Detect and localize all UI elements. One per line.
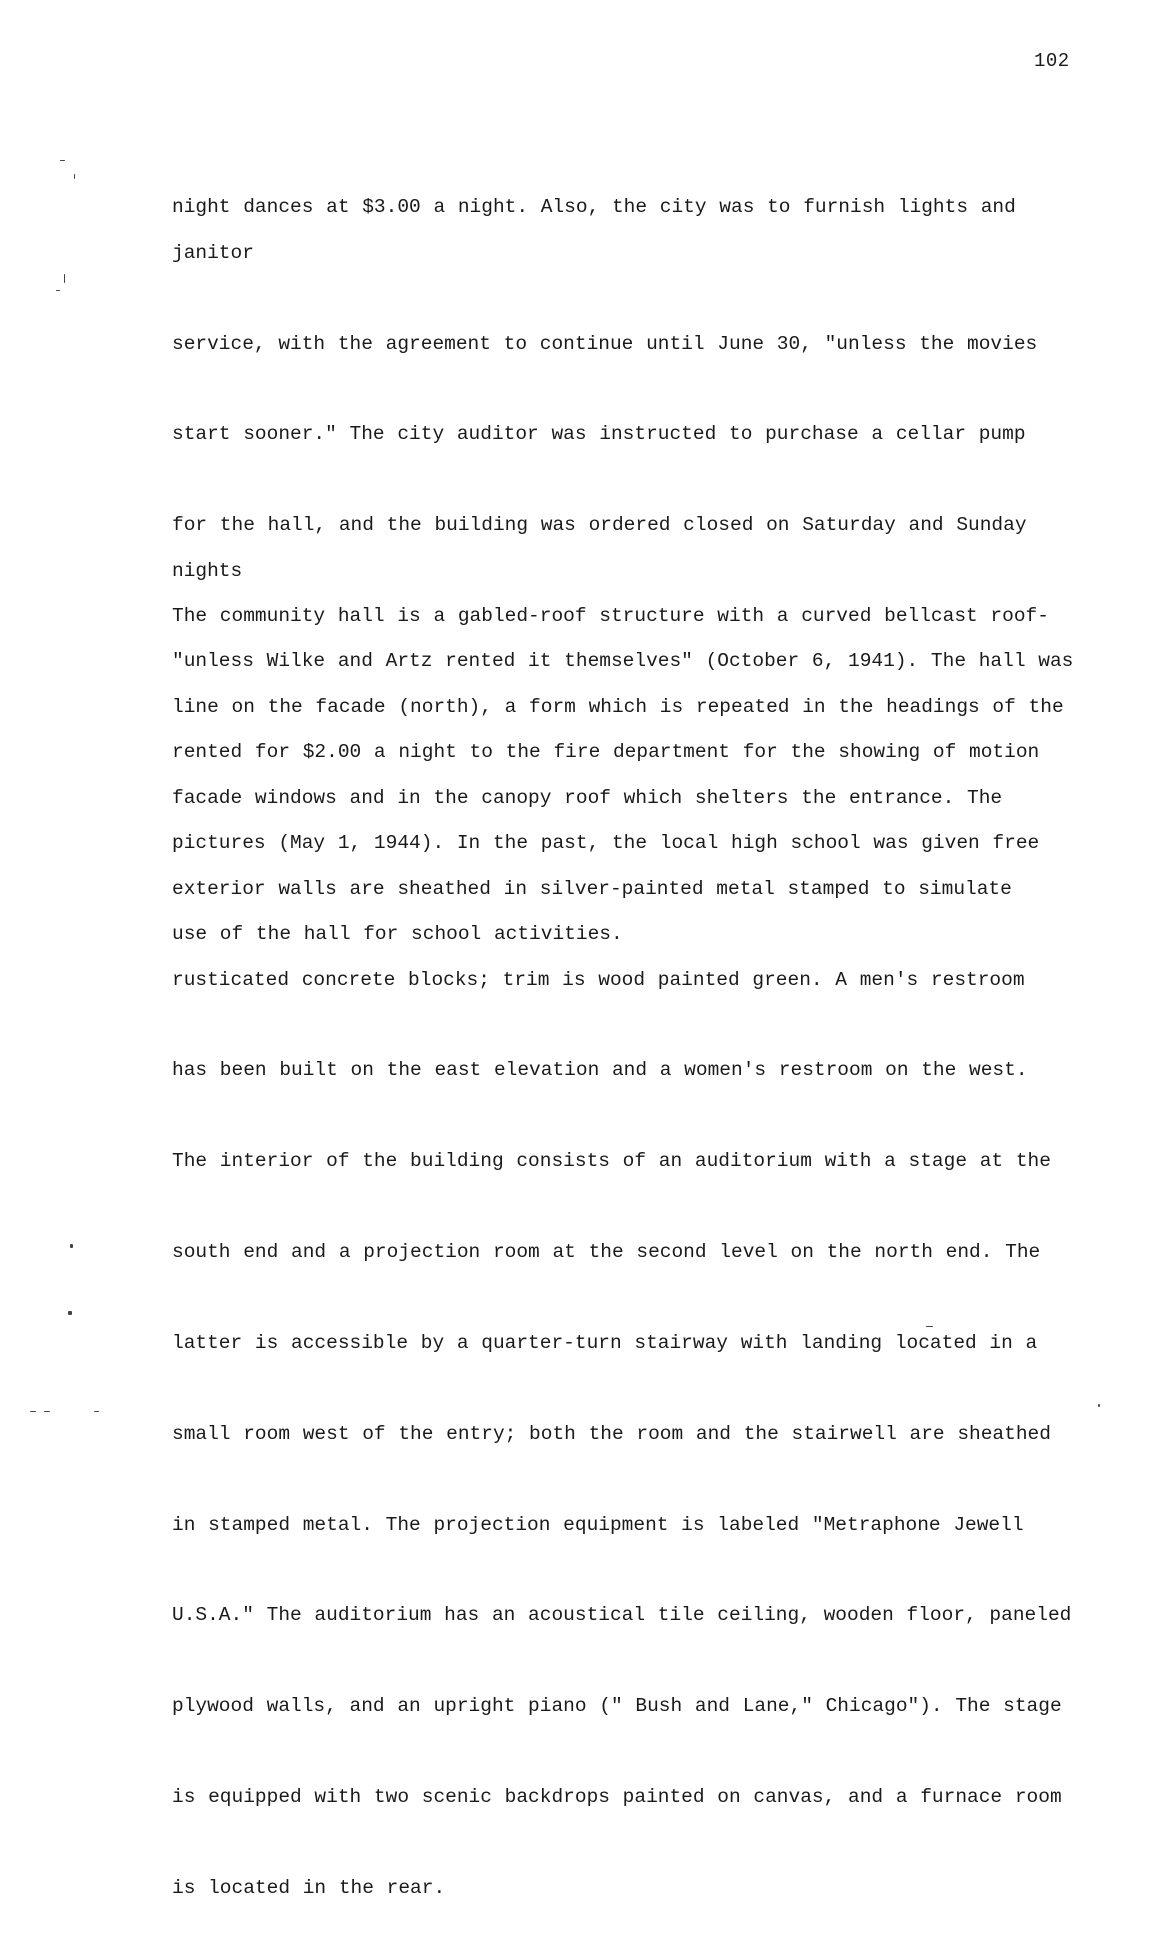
scan-speck — [44, 1411, 50, 1412]
scan-speck — [74, 174, 75, 179]
text-line: exterior walls are sheathed in silver-painted metal stamped to simulate — [172, 877, 1012, 900]
text-line: in stamped metal. The projection equipment is labeled "Metraphone Jewell — [172, 1513, 1024, 1536]
text-line: is located in the rear. — [172, 1876, 446, 1899]
text-line: small room west of the entry; both the room and the stairwell are sheathed — [172, 1422, 1051, 1445]
text-line: rusticated concrete blocks; trim is wood painted green. A men's restroom — [172, 968, 1025, 991]
text-line: night dances at $3.00 a night. Also, the city was to furnish lights and janitor — [172, 196, 1016, 264]
text-line: line on the facade (north), a form which is repeated in the headings of the — [172, 696, 1064, 719]
text-line: The interior of the building consists of an auditorium with a stage at the — [172, 1150, 1051, 1173]
scan-speck — [56, 290, 60, 291]
page-number: 102 — [1034, 50, 1070, 72]
text-line: facade windows and in the canopy roof which shelters the entrance. The — [172, 787, 1003, 810]
scan-speck — [30, 1411, 36, 1412]
text-line: south end and a projection room at the second level on the north end. The — [172, 1241, 1041, 1264]
scan-speck — [64, 274, 65, 283]
text-line: U.S.A." The auditorium has an acoustical tile ceiling, wooden floor, paneled — [172, 1604, 1072, 1627]
scan-speck — [68, 1311, 72, 1315]
text-line: is equipped with two scenic backdrops painted on canvas, and a furnace room — [172, 1785, 1062, 1808]
text-line: start sooner." The city auditor was instructed to purchase a cellar pump — [172, 423, 1026, 446]
scan-speck — [926, 1326, 933, 1327]
scan-speck — [94, 1411, 99, 1412]
paragraph-hall-description — [172, 549, 1102, 1957]
text-line: The community hall is a gabled-roof structure with a curved bellcast roof- — [172, 605, 1049, 628]
text-line: rented for $2.00 a night to the fire department for the showing of motion — [172, 741, 1040, 764]
text-line: use of the hall for school activities. — [172, 922, 623, 945]
scan-speck — [70, 1244, 73, 1248]
text-line: service, with the agreement to continue until June 30, "unless the movies — [172, 332, 1038, 355]
text-line: has been built on the east elevation and a women's restroom on the west. — [172, 1059, 1028, 1082]
scan-speck — [1098, 1404, 1100, 1407]
text-line: for the hall, and the building was ordered closed on Saturday and Sunday nights — [172, 514, 1027, 582]
text-line: pictures (May 1, 1944). In the past, the local high school was given free — [172, 832, 1040, 855]
scan-speck — [60, 160, 65, 161]
text-line: "unless Wilke and Artz rented it themselves" (October 6, 1941). The hall was — [172, 650, 1074, 673]
text-line: plywood walls, and an upright piano (" Bush and Lane," Chicago"). The stage — [172, 1695, 1062, 1718]
text-line: latter is accessible by a quarter-turn stairway with landing located in a — [172, 1331, 1038, 1354]
